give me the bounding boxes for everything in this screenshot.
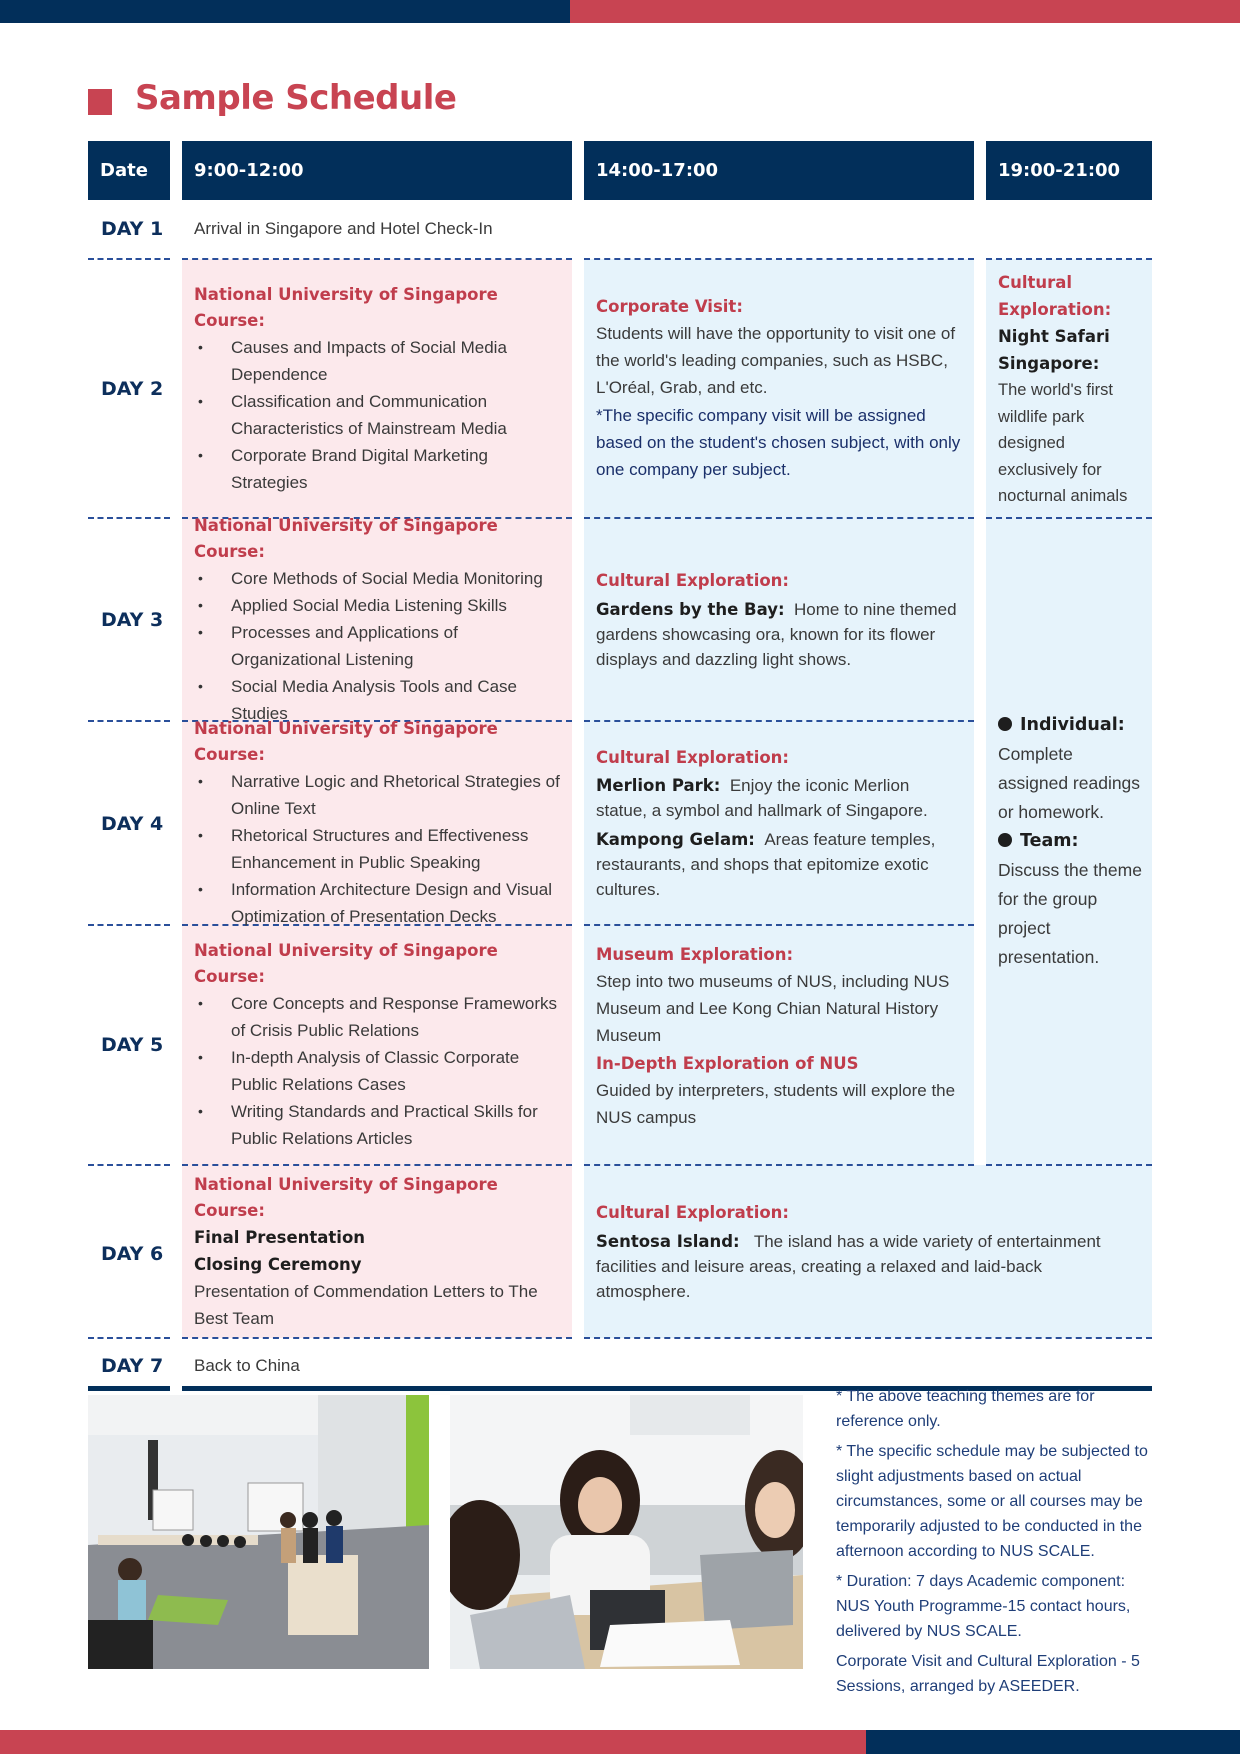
activity-text: Step into two museums of NUS, including NUS Museum and Lee Kong Chian Natural History Museum (596, 972, 950, 1045)
day3-morning (182, 515, 572, 723)
classroom-photo (88, 1395, 429, 1669)
bottom-bar-red (0, 1730, 866, 1754)
place-name: Gardens by the Bay: (596, 599, 785, 619)
day4-afternoon (584, 722, 974, 924)
team-label-row (998, 827, 1144, 856)
days3-5-evening (986, 519, 1152, 1164)
course-item: • Applied Social Media Listening Skills (194, 592, 560, 619)
individual-text: Complete assigned readings or homework. (998, 744, 1141, 822)
activity-text: Presentation of Commendation Letters to The Best Team (194, 1281, 538, 1328)
day-label-6: DAY 6 (101, 1243, 164, 1265)
footnote: * The above teaching themes are for reference only. (836, 1388, 1095, 1430)
place-name: Sentosa Island: (596, 1231, 740, 1251)
header-afternoon: 14:00-17:00 (584, 141, 974, 200)
divider (88, 517, 170, 519)
footnote: Corporate Visit and Cultural Exploration - 5 Sessions, arranged by ASEEDER. (836, 1653, 1140, 1695)
activity-heading: Cultural Exploration: (596, 1202, 790, 1222)
page-title: Sample Schedule (135, 78, 457, 118)
course-heading: National University of Singapore Course: (194, 941, 498, 986)
final-presentation: Final Presentation (194, 1227, 366, 1247)
activity-heading: Corporate Visit: (596, 297, 743, 316)
day7-text: Back to China (194, 1356, 300, 1375)
activity-text: Areas feature temples, restaurants, and shops that epitomize exotic cultures. (596, 829, 936, 899)
company-note: *The specific company visit will be assigned based on the student's chosen subject, with only one company per subject. (596, 406, 961, 479)
team-label: Team: (1020, 831, 1079, 851)
course-heading: National University of Singapore Course: (194, 284, 498, 330)
course-item: • Information Architecture Design and Visual Optimization of Presentation Decks (194, 876, 560, 930)
course-item: • Narrative Logic and Rhetorical Strategies of Online Text (194, 768, 560, 822)
day-label-5: DAY 5 (101, 1034, 164, 1056)
table-bottom-rule (88, 1386, 170, 1391)
bullet-dot-icon (998, 833, 1012, 847)
day3-afternoon (584, 519, 974, 720)
activity-heading: Museum Exploration: (596, 945, 794, 964)
course-heading: National University of Singapore Course: (194, 1174, 498, 1220)
day6-afternoon (584, 1166, 1152, 1337)
course-heading: National University of Singapore Course: (194, 515, 498, 561)
students-working-photo-image (450, 1395, 803, 1669)
course-item: • Core Methods of Social Media Monitoring (194, 565, 560, 592)
day-label-4: DAY 4 (101, 813, 164, 835)
course-item: • Corporate Brand Digital Marketing Strategies (194, 442, 560, 496)
course-item: • In-depth Analysis of Classic Corporate Public Relations Cases (194, 1044, 560, 1098)
activity-text: Students will have the opportunity to visit one of the world's leading companies, such as HSBC, L'Oréal, Grab, and etc. (596, 324, 956, 397)
day-label-3: DAY 3 (101, 609, 164, 631)
activity-text: Home to nine themed gardens showcasing ora, known for its flower displays and dazzling light shows. (596, 599, 957, 669)
course-item: • Processes and Applications of Organizational Listening (194, 619, 560, 673)
divider (88, 720, 170, 722)
header-date: Date (88, 141, 170, 200)
divider (986, 258, 1152, 260)
divider (88, 1164, 170, 1166)
classroom-photo-image (88, 1395, 429, 1669)
place-name: Merlion Park: (596, 775, 721, 795)
day-label-2: DAY 2 (101, 378, 164, 400)
course-item: • Causes and Impacts of Social Media Dependence (194, 334, 560, 388)
bottom-bar-navy (866, 1730, 1240, 1754)
header-morning: 9:00-12:00 (182, 141, 572, 200)
divider (88, 924, 170, 926)
activity-heading: Cultural Exploration: (998, 273, 1112, 320)
header-evening: 19:00-21:00 (986, 141, 1152, 200)
course-item: • Core Concepts and Response Frameworks of Crisis Public Relations (194, 990, 560, 1044)
day6-morning (182, 1166, 572, 1337)
place-name: Kampong Gelam: (596, 829, 755, 849)
footnote: * The specific schedule may be subjected to slight adjustments based on actual circumstances, some or all courses may be temporarily adjusted to be conducted in the afternoon according to NUS SCALE. (836, 1443, 1148, 1560)
individual-label: Individual: (1020, 715, 1125, 735)
divider (182, 1337, 572, 1339)
activity-text: Guided by interpreters, students will explore the NUS campus (596, 1081, 956, 1127)
day2-evening (986, 262, 1152, 517)
individual-label-row (998, 711, 1144, 740)
course-item: • Classification and Communication Characteristics of Mainstream Media (194, 388, 560, 442)
day-label-1: DAY 1 (101, 218, 164, 240)
course-heading: National University of Singapore Course: (194, 719, 498, 764)
title-square-icon (88, 89, 112, 115)
divider (584, 1337, 1152, 1339)
day2-morning (182, 260, 572, 517)
activity-text: The world's first wildlife park designed exclusively for nocturnal animals (998, 381, 1128, 506)
footnote: * Duration: 7 days Academic component: NUS Youth Programme-15 contact hours, delivered by NUS SCALE. (836, 1573, 1131, 1640)
activity-heading: Cultural Exploration: (596, 747, 790, 767)
bullet-dot-icon (998, 717, 1012, 731)
activity-heading: Cultural Exploration: (596, 570, 790, 590)
day-label-7: DAY 7 (101, 1355, 164, 1377)
students-working-photo (450, 1395, 803, 1669)
day4-morning (182, 719, 572, 926)
top-bar-navy (0, 0, 570, 23)
day1-text: Arrival in Singapore and Hotel Check-In (194, 219, 493, 238)
activity-text: Enjoy the iconic Merlion statue, a symbol and hallmark of Singapore. (596, 775, 928, 820)
divider (88, 1337, 170, 1339)
day2-afternoon (584, 260, 974, 517)
place-name: Night Safari Singapore: (998, 327, 1110, 374)
team-text: Discuss the theme for the group project presentation. (998, 860, 1142, 967)
course-item: • Social Media Analysis Tools and Case Studies (194, 673, 560, 727)
activity-text: The island has a wide variety of entertainment facilities and leisure areas, creating a relaxed and laid-back atmosphere. (596, 1231, 1101, 1301)
divider (88, 258, 170, 260)
closing-ceremony: Closing Ceremony (194, 1254, 362, 1274)
course-item: • Rhetorical Structures and Effectiveness Enhancement in Public Speaking (194, 822, 560, 876)
top-bar-red (570, 0, 1240, 23)
day5-morning (182, 926, 572, 1164)
day5-afternoon (584, 926, 974, 1164)
course-item: • Writing Standards and Practical Skills for Public Relations Articles (194, 1098, 560, 1152)
footnotes (836, 1384, 1156, 1704)
activity-heading: In-Depth Exploration of NUS (596, 1054, 859, 1073)
